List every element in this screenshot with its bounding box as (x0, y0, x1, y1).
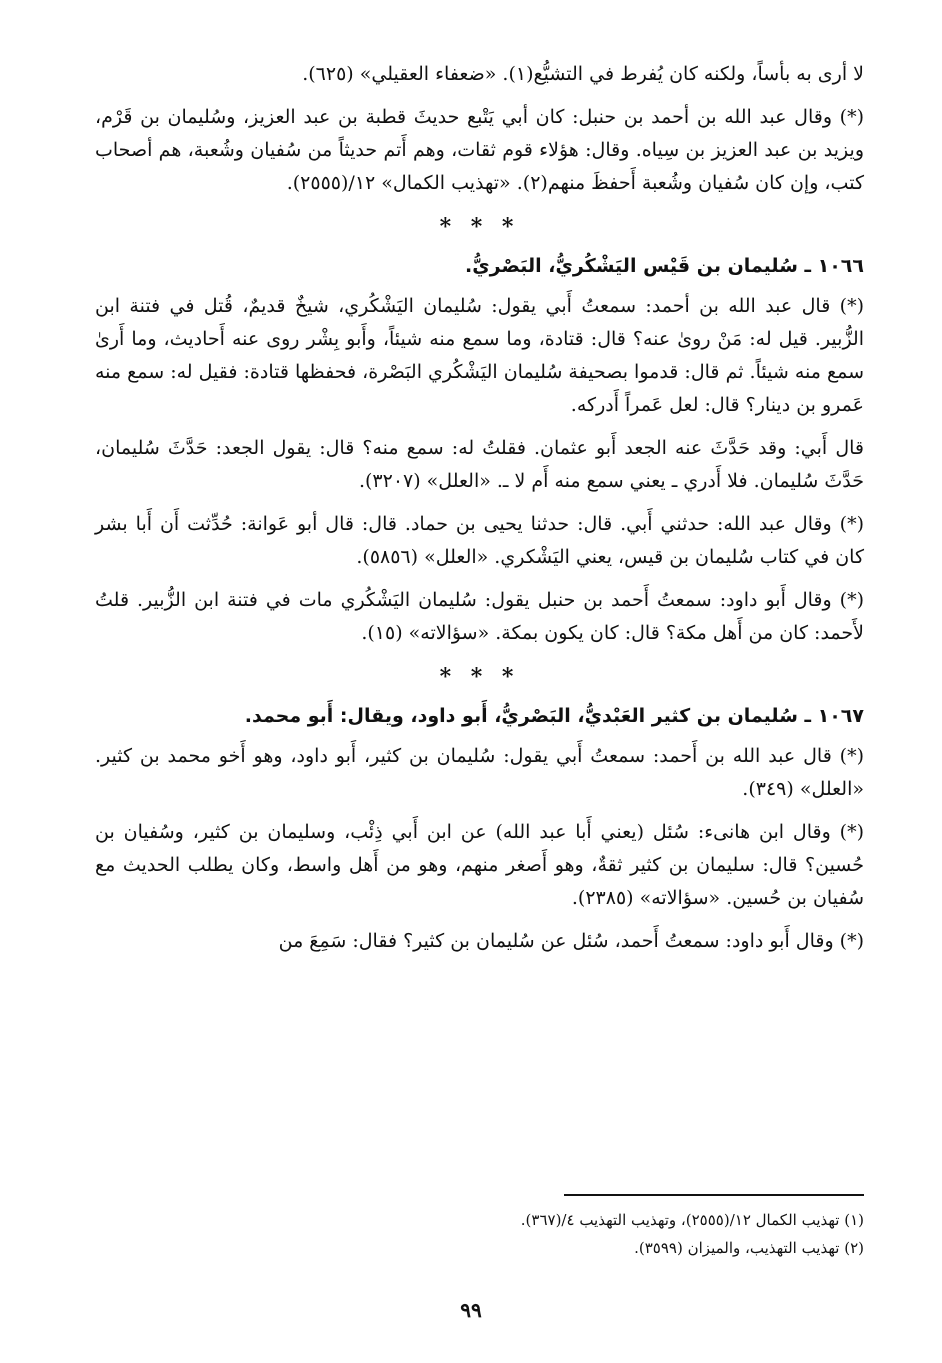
text-paragraph: (*) وقال أَبو داود: سمعتُ أَحمد بن حنبل يقول: سُليمان اليَشْكُري مات في فتنة ابن الزُّبير. قلتُ لأَحمد: كان من أَهل مكة؟ قال: كان يكون بمكة. «سؤالاته» (١٥). (95, 589, 864, 644)
text-paragraph: قال أَبي: وقد حَدَّثَ عنه الجعد أَبو عثمان. فقلتُ له: سمع منه؟ قال: يقول الجعد: حَدَّثَ سُليمان، حَدَّثَ سُليمان. فلا أَدري ـ يعني سمع منه أَم لا ـ. «العلل» (٣٢٠٧). (95, 437, 864, 492)
section-separator: * * * (439, 664, 520, 690)
footnote-2: (٢) تهذيب التهذيب، والميزان (٣٥٩٩). (634, 1239, 864, 1257)
text-paragraph: (*) وقال أَبو داود: سمعتُ أَحمد، سُئل عن سُليمان بن كثير؟ فقال: سَمِعَ من (278, 930, 864, 952)
entry-heading-1066: ١٠٦٦ ـ سُليمان بن قَيْس اليَشْكُريُّ، البَصْريُّ. (465, 255, 864, 277)
page-number: ٩٩ (460, 1298, 482, 1322)
entry-heading-1067: ١٠٦٧ ـ سُليمان بن كثير العَبْديُّ، البَصْريُّ، أَبو داود، ويقال: أَبو محمد. (244, 705, 864, 727)
text-paragraph: (*) وقال ابن هانىء: سُئل (يعني أَبا عبد الله) عن ابن أَبي ذِئْب، وسليمان بن كثير، وسُفيان بن حُسين؟ قال: سليمان بن كثير ثقةٌ، وهو أَصغر منهم، وهو من أَهل واسط، وكان يطلب الحديث مع سُفيان بن حُسين. «سؤالاته» (٢٣٨٥). (95, 821, 864, 909)
page-body (95, 58, 864, 968)
footnote-1: (١) تهذيب الكمال ١٢/(٢٥٥٥)، وتهذيب التهذيب ٤/(٣٦٧). (520, 1211, 864, 1229)
text-paragraph: (*) وقال عبد الله: حدثني أَبي. قال: حدثنا يحيى بن حماد. قال: قال أبو عَوانة: حُدِّثت أَن أَبا بشر كان في كتاب سُليمان بن قيس، يعني اليَشْكري. «العلل» (٥٨٥٦). (95, 513, 864, 568)
text-paragraph: (*) قال عبد الله بن أحمد: سمعتُ أَبي يقول: سُليمان اليَشْكُري، شيخٌ قديمٌ، قُتل في فتنة ابن الزُّبير. قيل له: مَنْ روىٰ عنه؟ قال: قتادة، وما سمع منه شيئاً، وأَبو بِشْر روى عنه أَحاديث، وما أَرىٰ سمع منه شيئاً. ثم قال: قدموا بصحيفة سُليمان اليَشْكُري البَصْرة، فحفظها قتادة: فقيل له: سمع منه عَمرو بن دينار؟ قال: لعل عَمراً أَدركه. (95, 295, 864, 416)
text-paragraph: (*) قال عبد الله بن أَحمد: سمعتُ أَبي يقول: سُليمان بن كثير، أَبو داود، وهو أَخو محمد بن كثير. «العلل» (٣٤٩). (95, 745, 864, 800)
text-paragraph: لا أرى به بأساً، ولكنه كان يُفرط في التشيُّع(١). «ضعفاء العقيلي» (٦٢٥). (302, 63, 864, 85)
footnote-divider (564, 1194, 864, 1196)
text-paragraph: (*) وقال عبد الله بن أحمد بن حنبل: كان أبي يَتْبع حديثَ قطبة بن عبد العزيز، وسُليمان بن قَرْم، ويزيد بن عبد العزيز بن سِياه. وقال: هؤلاء قوم ثقات، وهم أَتم حديثاً من سُفيان وشُعبة، هم أصحاب كتب، وإن كان سُفيان وشُعبة أَحفظَ منهم(٢). «تهذيب الكمال» ١٢/(٢٥٥٥). (95, 106, 864, 194)
footnotes (520, 1194, 864, 1262)
section-separator: * * * (439, 214, 520, 240)
